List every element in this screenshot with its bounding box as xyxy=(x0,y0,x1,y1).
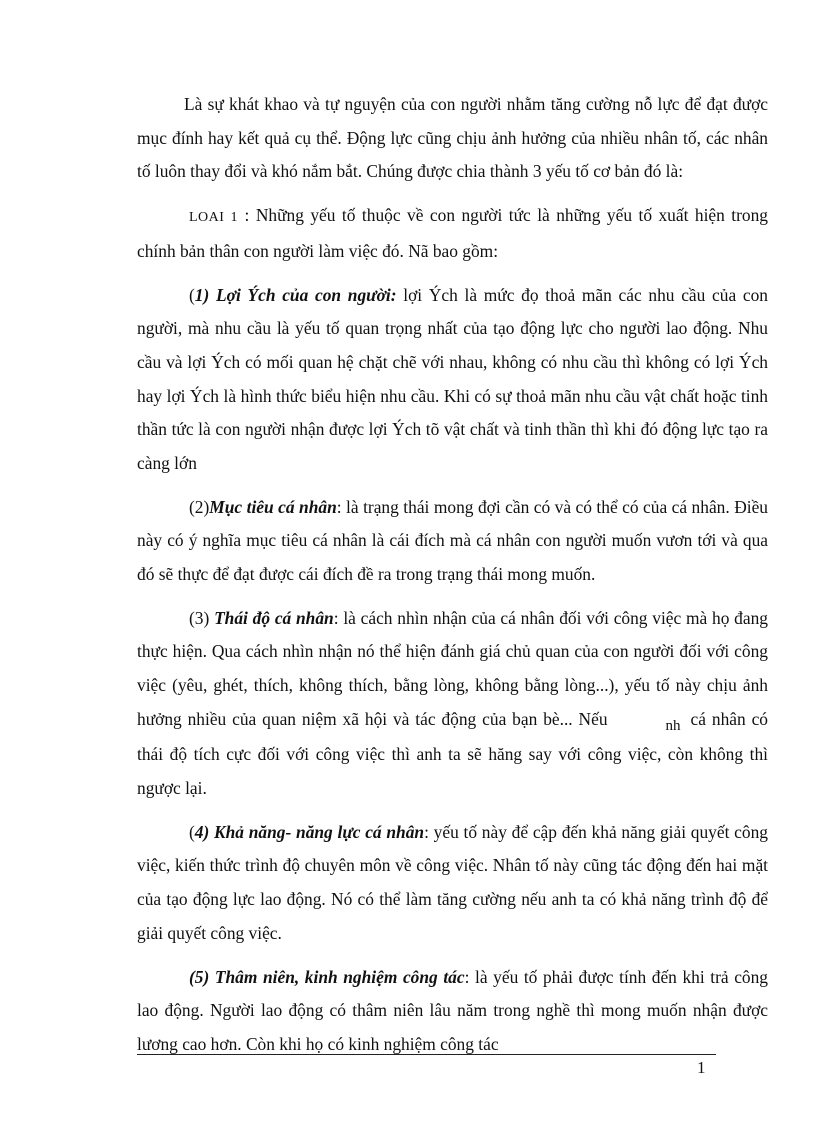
item-2-text: : là trạng thái mong đợi cần có và có thể có của cá nhân. Điều này có ý nghĩa mục tiêu cá nhân là cái đích mà cá nhân con người muốn vươn tới và qua đó sẽ thực để đạt được cái đích đề ra trong trạng thái mong muốn. xyxy=(137,496,768,584)
item-2-open: (2) xyxy=(189,496,210,517)
item-1-open: ( xyxy=(189,284,195,305)
item-5-title: (5) Thâm niên, kinh nghiệm công tác xyxy=(189,966,465,987)
footer-divider xyxy=(137,1054,716,1055)
item-4-open: ( xyxy=(189,821,195,842)
item-3-nh-fragment: nh xyxy=(665,717,681,734)
loai-1-text: : Những yếu tố thuộc về con người tức là những yếu tố xuất hiện trong chính bản thân con người làm việc đó. Nã bao gồm: xyxy=(137,205,768,261)
document-body xyxy=(137,88,768,1072)
item-3-open: (3) xyxy=(189,607,215,628)
item-1-text: lợi Ých là mức đọ thoả mãn các nhu cầu của con người, mà nhu cầu là yếu tố quan trọng nhất của tạo động lực cho người lao động. Nhu cầu và lợi Ých có mối quan hệ chặt chẽ với nhau, không có nhu cầu thì không có lợi Ých hay lợi Ých là hình thức biểu hiện nhu cầu. Khi có sự thoả mãn nhu cầu vật chất hoặc tinh thần tức là con người nhận được lợi Ých tõ vật chất và tinh thần thì khi đó động lực tạo ra càng lớn xyxy=(137,284,768,473)
paragraph-item-5 xyxy=(137,961,768,1062)
paragraph-intro xyxy=(137,88,768,189)
item-4-title: 4) Khả năng- năng lực cá nhân xyxy=(194,821,425,842)
item-3-text-before: : là cách nhìn nhận của cá nhân đối với công việc mà họ đang thực hiện. Qua cách nhìn nhận nó thể hiện đánh giá chủ quan của con người đối với công việc (yêu, ghét, thích, không thích, bằng lòng, không bằng lòng...), yếu tố này chịu ảnh hưởng nhiều của quan niệm xã hội và tác động của bạn bè... Nếu xyxy=(137,607,768,729)
loai-1-label: LOAI 1 xyxy=(189,210,239,226)
item-5-text: : là yếu tố phải được tính đến khi trả công lao động. Người lao động có thâm niên lâu năm trong nghề thì mong muốn nhận được lương cao hơn. Còn khi họ có kinh nghiệm công tác xyxy=(137,966,769,1054)
paragraph-item-2 xyxy=(137,491,768,592)
intro-text: Là sự khát khao và tự nguyện của con người nhằm tăng cường nỗ lực để đạt được mục đính hay kết quả cụ thể. Động lực cũng chịu ảnh hưởng của nhiều nhân tố, các nhân tố luôn thay đổi và khó nắm bắt. Chúng được chia thành 3 yếu tố cơ bản đó là: xyxy=(137,94,768,182)
item-1-title: 1) Lợi Ých của con người: xyxy=(194,284,397,305)
paragraph-loai-1 xyxy=(137,199,768,268)
item-3-title: Thái độ cá nhân xyxy=(214,607,334,628)
item-2-title: Mục tiêu cá nhân xyxy=(209,496,337,517)
item-4-text: : yếu tố này để cập đến khả năng giải quyết công việc, kiến thức trình độ chuyên môn về công việc. Nhân tố này cũng tác động đến hai mặt của tạo động lực lao động. Nó có thể làm tăng cường nếu anh ta có khả năng trình độ để giải quyết công việc. xyxy=(137,821,768,943)
paragraph-item-1 xyxy=(137,279,768,481)
paragraph-item-4 xyxy=(137,816,768,950)
item-3-text-after: cá nhân có thái độ tích cực đối với công việc thì anh ta sẽ hăng say với công việc, còn không thì ngược lại. xyxy=(137,708,768,798)
page-number: 1 xyxy=(697,1058,706,1077)
paragraph-item-3 xyxy=(137,602,768,806)
